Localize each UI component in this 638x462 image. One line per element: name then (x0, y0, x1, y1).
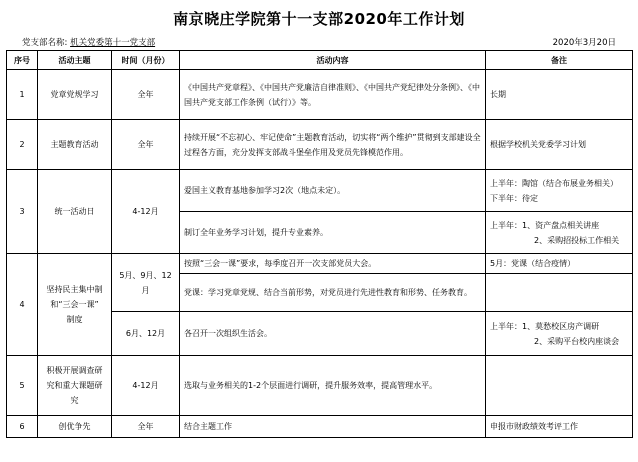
theme-line: 究和重大课题研 (46, 381, 103, 390)
row-theme (38, 356, 112, 416)
row-note: 申报市财政绩效考评工作 (486, 416, 633, 438)
header-note: 备注 (486, 51, 633, 70)
row-content: 党课：学习党章党规、结合当前形势，对党员进行先进性教育和形势、任务教育。 (180, 274, 486, 312)
row-content: 结合主题工作 (180, 416, 486, 438)
row-no: 2 (7, 120, 38, 170)
row-time: 4-12月 (112, 356, 180, 416)
note-line: 2、采购招投标工作相关 (534, 235, 620, 245)
note-line: 下半年：待定 (490, 193, 538, 203)
row-note (486, 312, 633, 356)
theme-line: 和“三会一课” (50, 300, 99, 309)
work-plan-table (6, 50, 633, 438)
row-time: 全年 (112, 120, 180, 170)
header-content: 活动内容 (180, 51, 486, 70)
row-content: 按照“三会一课”要求，每季度召开一次支部党员大会。 (180, 254, 486, 274)
plan-date: 2020年3月20日 (552, 38, 616, 48)
row-note (486, 274, 633, 312)
theme-line: 究 (70, 396, 79, 405)
page-title: 南京晓庄学院第十一支部2020年工作计划 (173, 10, 465, 28)
note-line: 上半年：1、莫愁校区房产调研 (490, 321, 600, 331)
row-note: 根据学校机关党委学习计划 (486, 120, 633, 170)
row-theme: 主题教育活动 (38, 120, 112, 170)
row-note (486, 356, 633, 416)
row-time: 6月、12月 (112, 312, 180, 356)
row-note: 5月：党课（结合疫情） (486, 254, 633, 274)
row-theme: 党章党规学习 (38, 70, 112, 120)
row-no: 5 (7, 356, 38, 416)
header-no: 序号 (7, 51, 38, 70)
note-line: 2、采购平台校内座谈会 (534, 336, 620, 346)
note-line: 上半年：1、资产盘点相关讲座 (490, 220, 600, 230)
row-time: 4-12月 (112, 170, 180, 254)
row-theme (38, 254, 112, 356)
table-row (7, 70, 633, 120)
time-line: 5月、9月、12 (119, 270, 172, 280)
table-row (7, 170, 633, 212)
table-row (7, 416, 633, 438)
branch-info (22, 36, 155, 48)
time-line: 月 (141, 285, 150, 295)
row-note: 长期 (486, 70, 633, 120)
row-content: 选取与业务相关的1-2个层面进行调研，提升服务效率，提高管理水平。 (180, 356, 486, 416)
header-theme: 活动主题 (38, 51, 112, 70)
row-no: 1 (7, 70, 38, 120)
theme-line: 坚持民主集中制 (46, 285, 103, 294)
row-content: 各召开一次组织生活会。 (180, 312, 486, 356)
row-time (112, 254, 180, 312)
row-note (486, 212, 633, 254)
theme-line: 积极开展调查研 (46, 366, 103, 375)
table-row (7, 356, 633, 416)
row-no: 3 (7, 170, 38, 254)
table-row (7, 254, 633, 274)
row-content: 制订全年业务学习计划，提升专业素养。 (180, 212, 486, 254)
theme-line: 制度 (66, 315, 83, 324)
row-time: 全年 (112, 416, 180, 438)
row-no: 6 (7, 416, 38, 438)
table-header-row (7, 51, 633, 70)
row-theme: 统一活动日 (38, 170, 112, 254)
table-row (7, 120, 633, 170)
row-content: 爱国主义教育基地参加学习2次（地点未定）。 (180, 170, 486, 212)
row-content: 《中国共产党章程》、《中国共产党廉洁自律准则》、《中国共产党纪律处分条例》、《中国共产党支部工作条例（试行）》等。 (180, 70, 486, 120)
row-time: 全年 (112, 70, 180, 120)
header-time: 时间（月份） (112, 51, 180, 70)
row-note (486, 170, 633, 212)
row-no: 4 (7, 254, 38, 356)
branch-name: 机关党委第十一党支部 (70, 38, 156, 48)
branch-label: 党支部名称: (22, 38, 68, 48)
note-line: 上半年：陶馆（结合布展业务相关） (490, 178, 618, 188)
row-theme: 创优争先 (38, 416, 112, 438)
row-content: 持续开展“不忘初心、牢记使命”主题教育活动，切实将“两个维护”贯彻到支部建设全过程各方面，充分发挥支部战斗堡垒作用及党员先锋模范作用。 (180, 120, 486, 170)
